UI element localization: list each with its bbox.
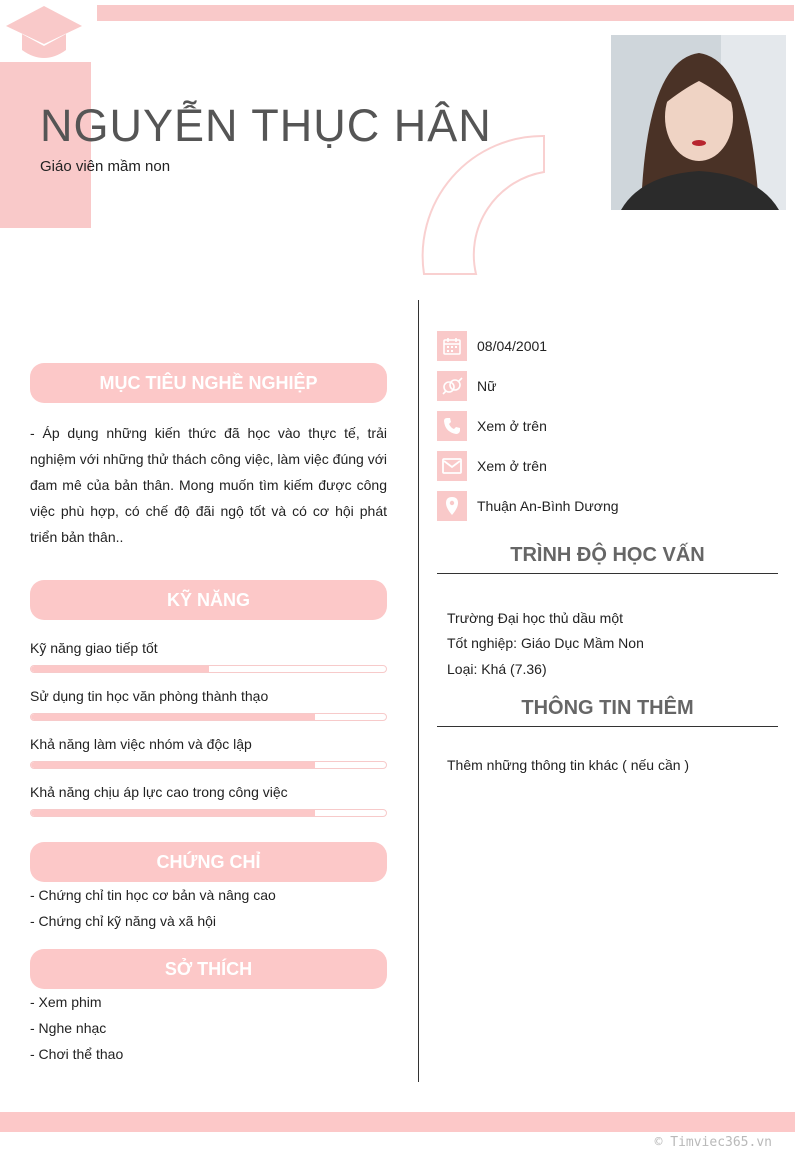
- contact-text: Nữ: [477, 378, 497, 394]
- email-icon: [437, 451, 467, 481]
- graduation-cap-icon: [4, 4, 84, 62]
- top-decor-bar: [97, 5, 794, 21]
- phone-icon: [437, 411, 467, 441]
- contact-text: Xem ở trên: [477, 458, 547, 474]
- hobby-item: - Xem phim: [30, 994, 102, 1010]
- hobby-item: - Nghe nhạc: [30, 1020, 107, 1036]
- skill-bar-fill: [31, 762, 315, 768]
- skills-heading: KỸ NĂNG: [30, 580, 387, 620]
- skill-bar: [30, 665, 387, 673]
- skill-bar: [30, 713, 387, 721]
- skill-label: Khả năng chịu áp lực cao trong công việc: [30, 784, 288, 800]
- additional-info-text: Thêm những thông tin khác ( nếu cần ): [447, 757, 690, 773]
- skill-label: Khả năng làm việc nhóm và độc lập: [30, 736, 252, 752]
- contact-text: Xem ở trên: [477, 418, 547, 434]
- education-line: Trường Đại học thủ dầu một: [447, 610, 624, 626]
- contact-phone: [437, 411, 547, 441]
- calendar-icon: [437, 331, 467, 361]
- bottom-decor-bar: [0, 1112, 795, 1132]
- profile-photo: [611, 35, 786, 210]
- column-divider: [418, 300, 419, 1082]
- hobbies-heading: SỞ THÍCH: [30, 949, 387, 989]
- skill-label: Kỹ năng giao tiếp tốt: [30, 640, 158, 656]
- objective-heading: MỤC TIÊU NGHỀ NGHIỆP: [30, 363, 387, 403]
- skill-label: Sử dụng tin học văn phòng thành thạo: [30, 688, 269, 704]
- certificate-item: - Chứng chỉ tin học cơ bản và nâng cao: [30, 887, 276, 903]
- certificate-item: - Chứng chỉ kỹ năng và xã hội: [30, 913, 217, 929]
- education-rule: [437, 573, 778, 574]
- education-line: Loại: Khá (7.36): [447, 661, 547, 677]
- objective-text: - Áp dụng những kiến thức đã học vào thực tế, trải nghiệm với những thử thách công việc, làm việc đúng với đam mê của bản thân. Mong muốn tìm kiếm được công việc phù hợp, có chế độ đãi ngộ tốt và có cơ hội phát triển bản thân..: [30, 425, 387, 545]
- copyright-text: © Timviec365.vn: [654, 1135, 772, 1150]
- contact-email: [437, 451, 547, 481]
- gender-icon: [437, 371, 467, 401]
- skill-bar-fill: [31, 666, 209, 672]
- hobby-item: - Chơi thể thao: [30, 1046, 124, 1062]
- additional-info-rule: [437, 726, 778, 727]
- skill-bar: [30, 761, 387, 769]
- additional-info-heading: THÔNG TIN THÊM: [521, 697, 694, 719]
- certificates-heading: CHỨNG CHỈ: [30, 842, 387, 882]
- skill-bar-fill: [31, 810, 315, 816]
- job-title: Giáo viên mầm non: [40, 158, 171, 175]
- candidate-name: NGUYỄN THỤC HÂN: [40, 100, 492, 151]
- education-line: Tốt nghiệp: Giáo Dục Mầm Non: [447, 635, 644, 651]
- education-heading: TRÌNH ĐỘ HỌC VẤN: [510, 544, 705, 566]
- location-pin-icon: [437, 491, 467, 521]
- contact-text: Thuận An-Bình Dương: [477, 498, 619, 514]
- skill-bar-fill: [31, 714, 315, 720]
- contact-address: [437, 491, 619, 521]
- contact-text: 08/04/2001: [477, 338, 548, 354]
- contact-gender: [437, 371, 496, 401]
- contact-birthdate: [437, 331, 547, 361]
- arc-decor-shape: [420, 132, 548, 278]
- skill-bar: [30, 809, 387, 817]
